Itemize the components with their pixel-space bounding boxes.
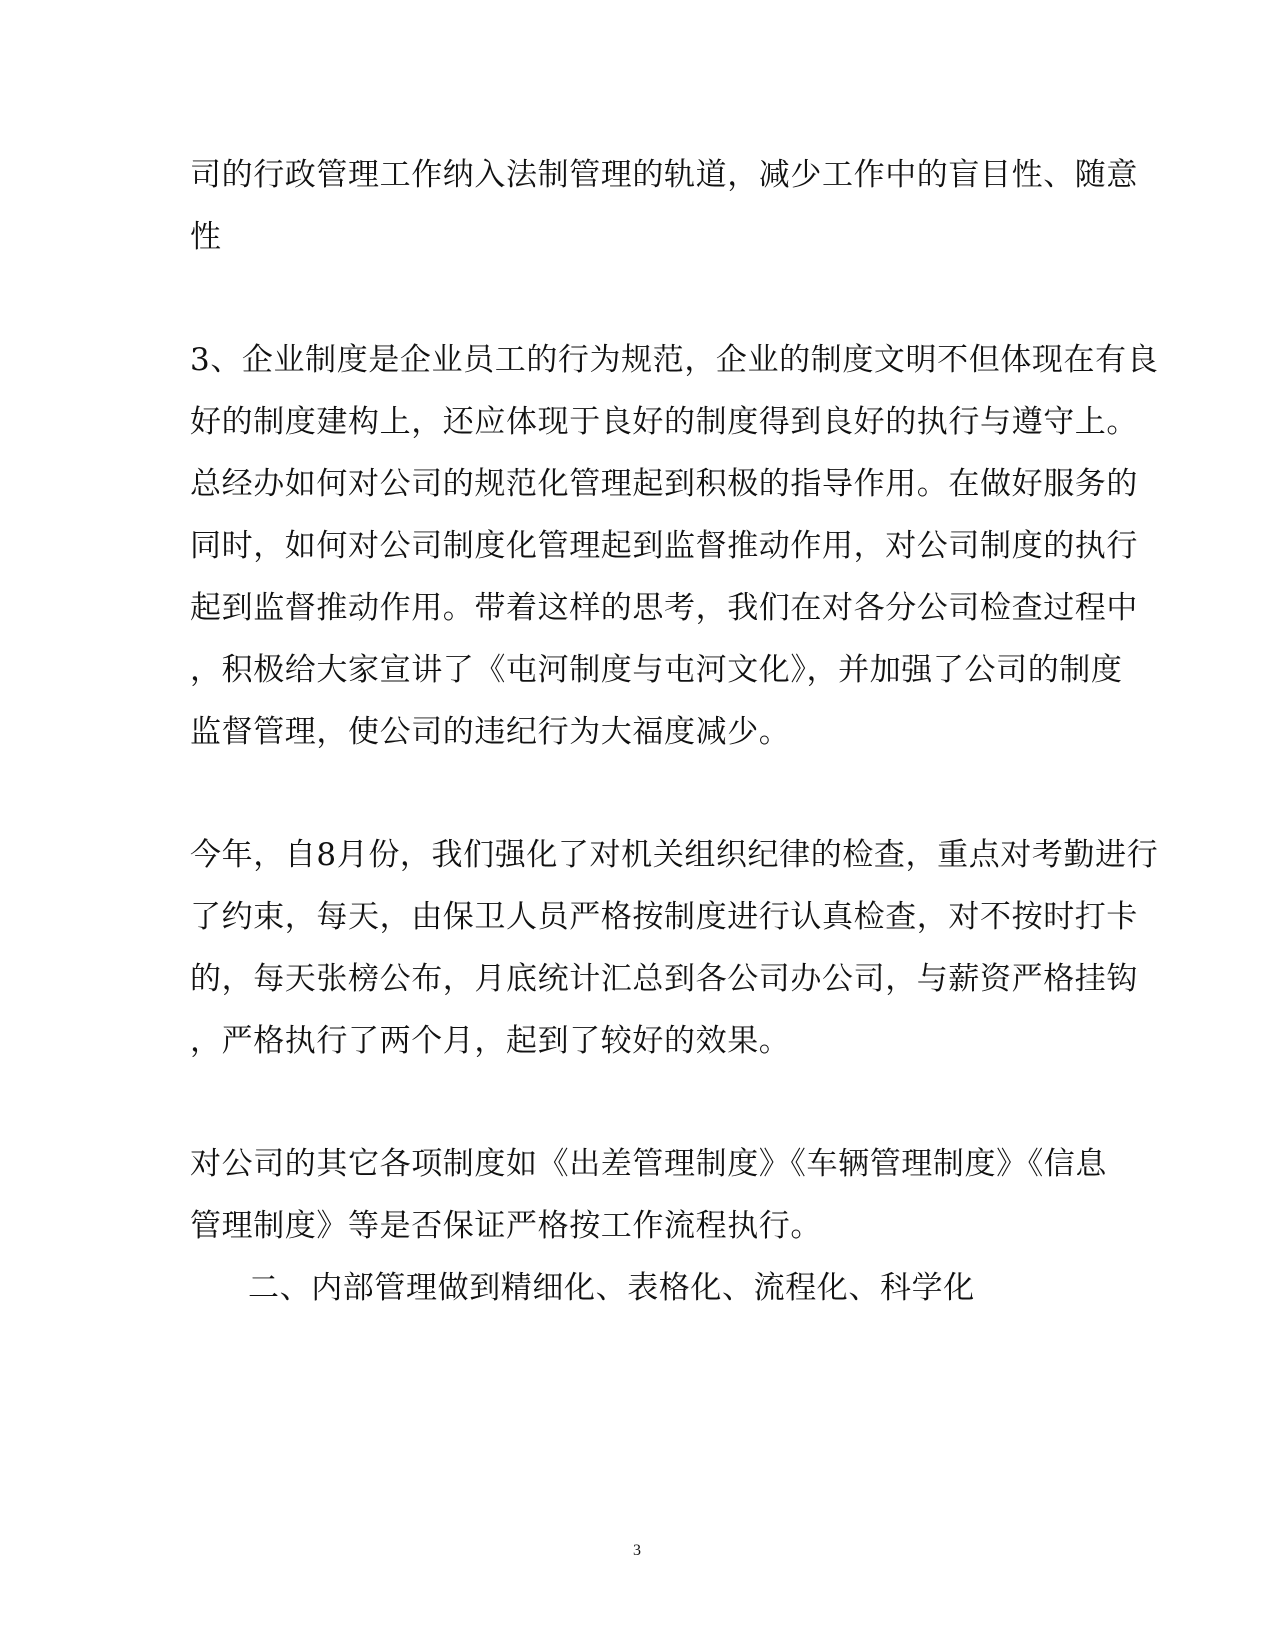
paragraph-line: 监督管理，使公司的违纪行为大福度减少。 (190, 714, 791, 750)
paragraph-line: 对公司的其它各项制度如《出差管理制度》《车辆管理制度》《信息 (190, 1146, 1107, 1182)
page-number: 3 (633, 1542, 641, 1559)
paragraph-line: 今年，自8月份，我们强化了对机关组织纪律的检查，重点对考勤进行 (190, 837, 1159, 873)
paragraph-line: 管理制度》等是否保证严格按工作流程执行。 (190, 1208, 822, 1244)
paragraph-line: 3、企业制度是企业员工的行为规范，企业的制度文明不但体现在有良 (190, 342, 1159, 378)
paragraph-line: ，严格执行了两个月，起到了较好的效果。 (190, 1023, 791, 1059)
paragraph-line: 性 (190, 219, 222, 255)
paragraph-line: 好的制度建构上，还应体现于良好的制度得到良好的执行与遵守上。 (190, 404, 1138, 440)
section-heading: 二、内部管理做到精细化、表格化、流程化、科学化 (248, 1270, 975, 1306)
paragraph-line: 的，每天张榜公布，月底统计汇总到各公司办公司，与薪资严格挂钩 (190, 961, 1138, 997)
paragraph-line: 了约束，每天，由保卫人员严格按制度进行认真检查，对不按时打卡 (190, 899, 1138, 935)
paragraph-line: 同时，如何对公司制度化管理起到监督推动作用，对公司制度的执行 (190, 528, 1138, 564)
paragraph-line: 司的行政管理工作纳入法制管理的轨道，减少工作中的盲目性、随意 (190, 157, 1138, 193)
paragraph-line: 起到监督推动作用。带着这样的思考，我们在对各分公司检查过程中 (190, 590, 1138, 626)
paragraph-line: 总经办如何对公司的规范化管理起到积极的指导作用。在做好服务的 (190, 466, 1138, 502)
paragraph-line: ，积极给大家宣讲了《屯河制度与屯河文化》，并加强了公司的制度 (190, 652, 1123, 688)
